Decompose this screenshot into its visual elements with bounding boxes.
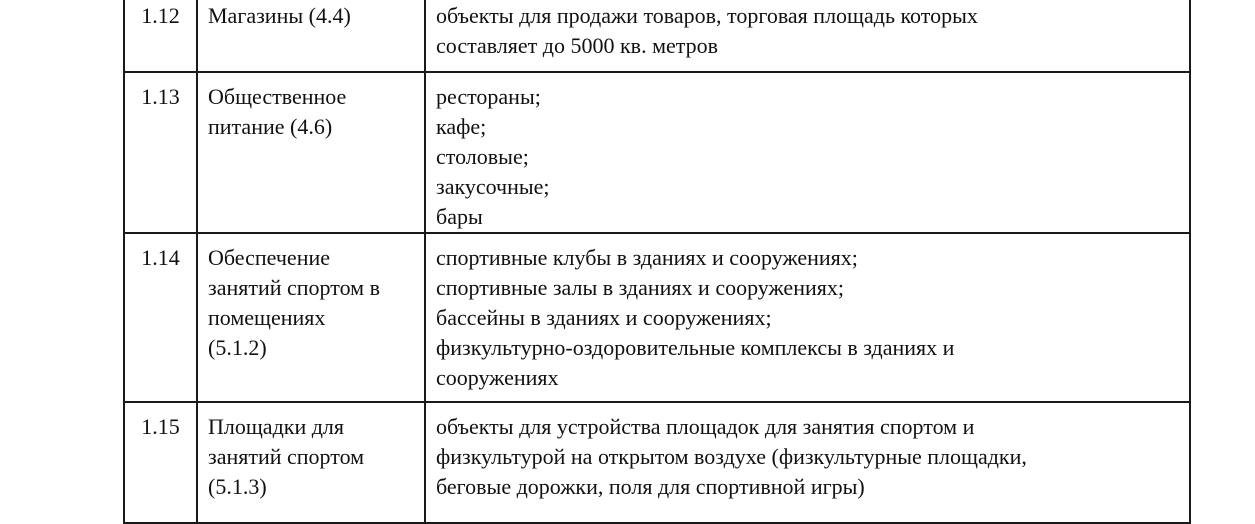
use-type-description: объекты для устройства площадок для занятия спортом и физкультурой на открытом воздухе (физкультурные площадки, беговые дорожки, поля для спортивной игры) — [425, 402, 1190, 523]
table-row — [124, 72, 1190, 233]
use-type-description: рестораны; кафе; столовые; закусочные; бары — [425, 72, 1190, 233]
land-use-table — [123, 0, 1191, 524]
use-type-name: Общественное питание (4.6) — [197, 72, 425, 233]
row-number: 1.15 — [124, 402, 197, 523]
row-number: 1.12 — [124, 0, 197, 72]
row-number: 1.13 — [124, 72, 197, 233]
use-type-description: объекты для продажи товаров, торговая площадь которых составляет до 5000 кв. метров — [425, 0, 1190, 72]
table-row — [124, 0, 1190, 72]
table-row — [124, 402, 1190, 523]
row-number: 1.14 — [124, 233, 197, 402]
use-type-name: Обеспечение занятий спортом в помещениях (5.1.2) — [197, 233, 425, 402]
use-type-description: спортивные клубы в зданиях и сооружениях; спортивные залы в зданиях и сооружениях; бассейны в зданиях и сооружениях; физкультурно-оздоровительные комплексы в зданиях и сооружениях — [425, 233, 1190, 402]
use-type-name: Площадки для занятий спортом (5.1.3) — [197, 402, 425, 523]
table-row — [124, 233, 1190, 402]
use-type-name: Магазины (4.4) — [197, 0, 425, 72]
